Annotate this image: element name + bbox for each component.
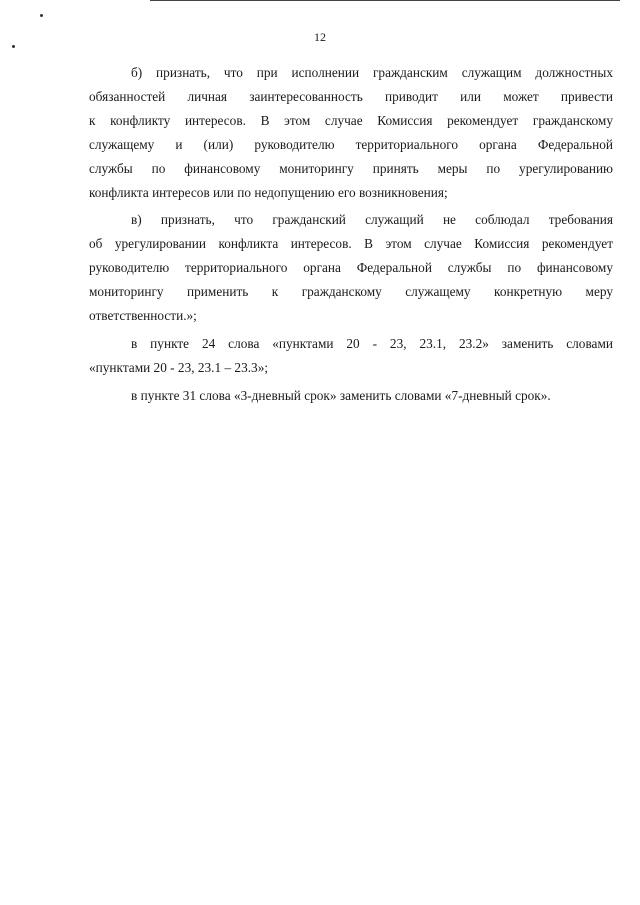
text-line: конфликта интересов или по недопущению его возникновения; (89, 184, 448, 200)
text-line: ответственности.»; (89, 308, 197, 324)
text-line: служащему и (или) руководителю территориального органа Федеральной (89, 136, 613, 152)
scan-speck (12, 45, 15, 48)
text-line: мониторингу применить к гражданскому служащему конкретную меру (89, 284, 613, 300)
paragraph-b (89, 61, 613, 204)
document-body (89, 61, 613, 408)
paragraph-v (89, 208, 613, 328)
text-line: службы по финансовому мониторингу принять меры по урегулированию (89, 160, 613, 176)
text-line: в) признать, что гражданский служащий не соблюдал требования (131, 212, 613, 228)
text-line: руководителю территориального органа Федеральной службы по финансовому (89, 260, 613, 276)
paragraph-point-24 (89, 332, 613, 380)
text-line: в пункте 24 слова «пунктами 20 - 23, 23.1, 23.2» заменить словами (131, 335, 613, 351)
scan-speck (40, 14, 43, 17)
text-line: б) признать, что при исполнении гражданским служащим должностных (131, 65, 613, 80)
text-line: об урегулировании конфликта интересов. В этом случае Комиссия рекомендует (89, 236, 613, 252)
page-number: 12 (314, 30, 326, 44)
text-line: в пункте 31 слова «3-дневный срок» заменить словами «7-дневный срок». (131, 387, 551, 403)
text-line: обязанностей личная заинтересованность приводит или может привести (89, 88, 613, 104)
paragraph-point-31 (89, 384, 613, 408)
text-line: «пунктами 20 - 23, 23.1 – 23.3»; (89, 359, 269, 375)
scan-top-edge-line (150, 0, 620, 1)
text-line: к конфликту интересов. В этом случае Комиссия рекомендует гражданскому (89, 112, 613, 128)
